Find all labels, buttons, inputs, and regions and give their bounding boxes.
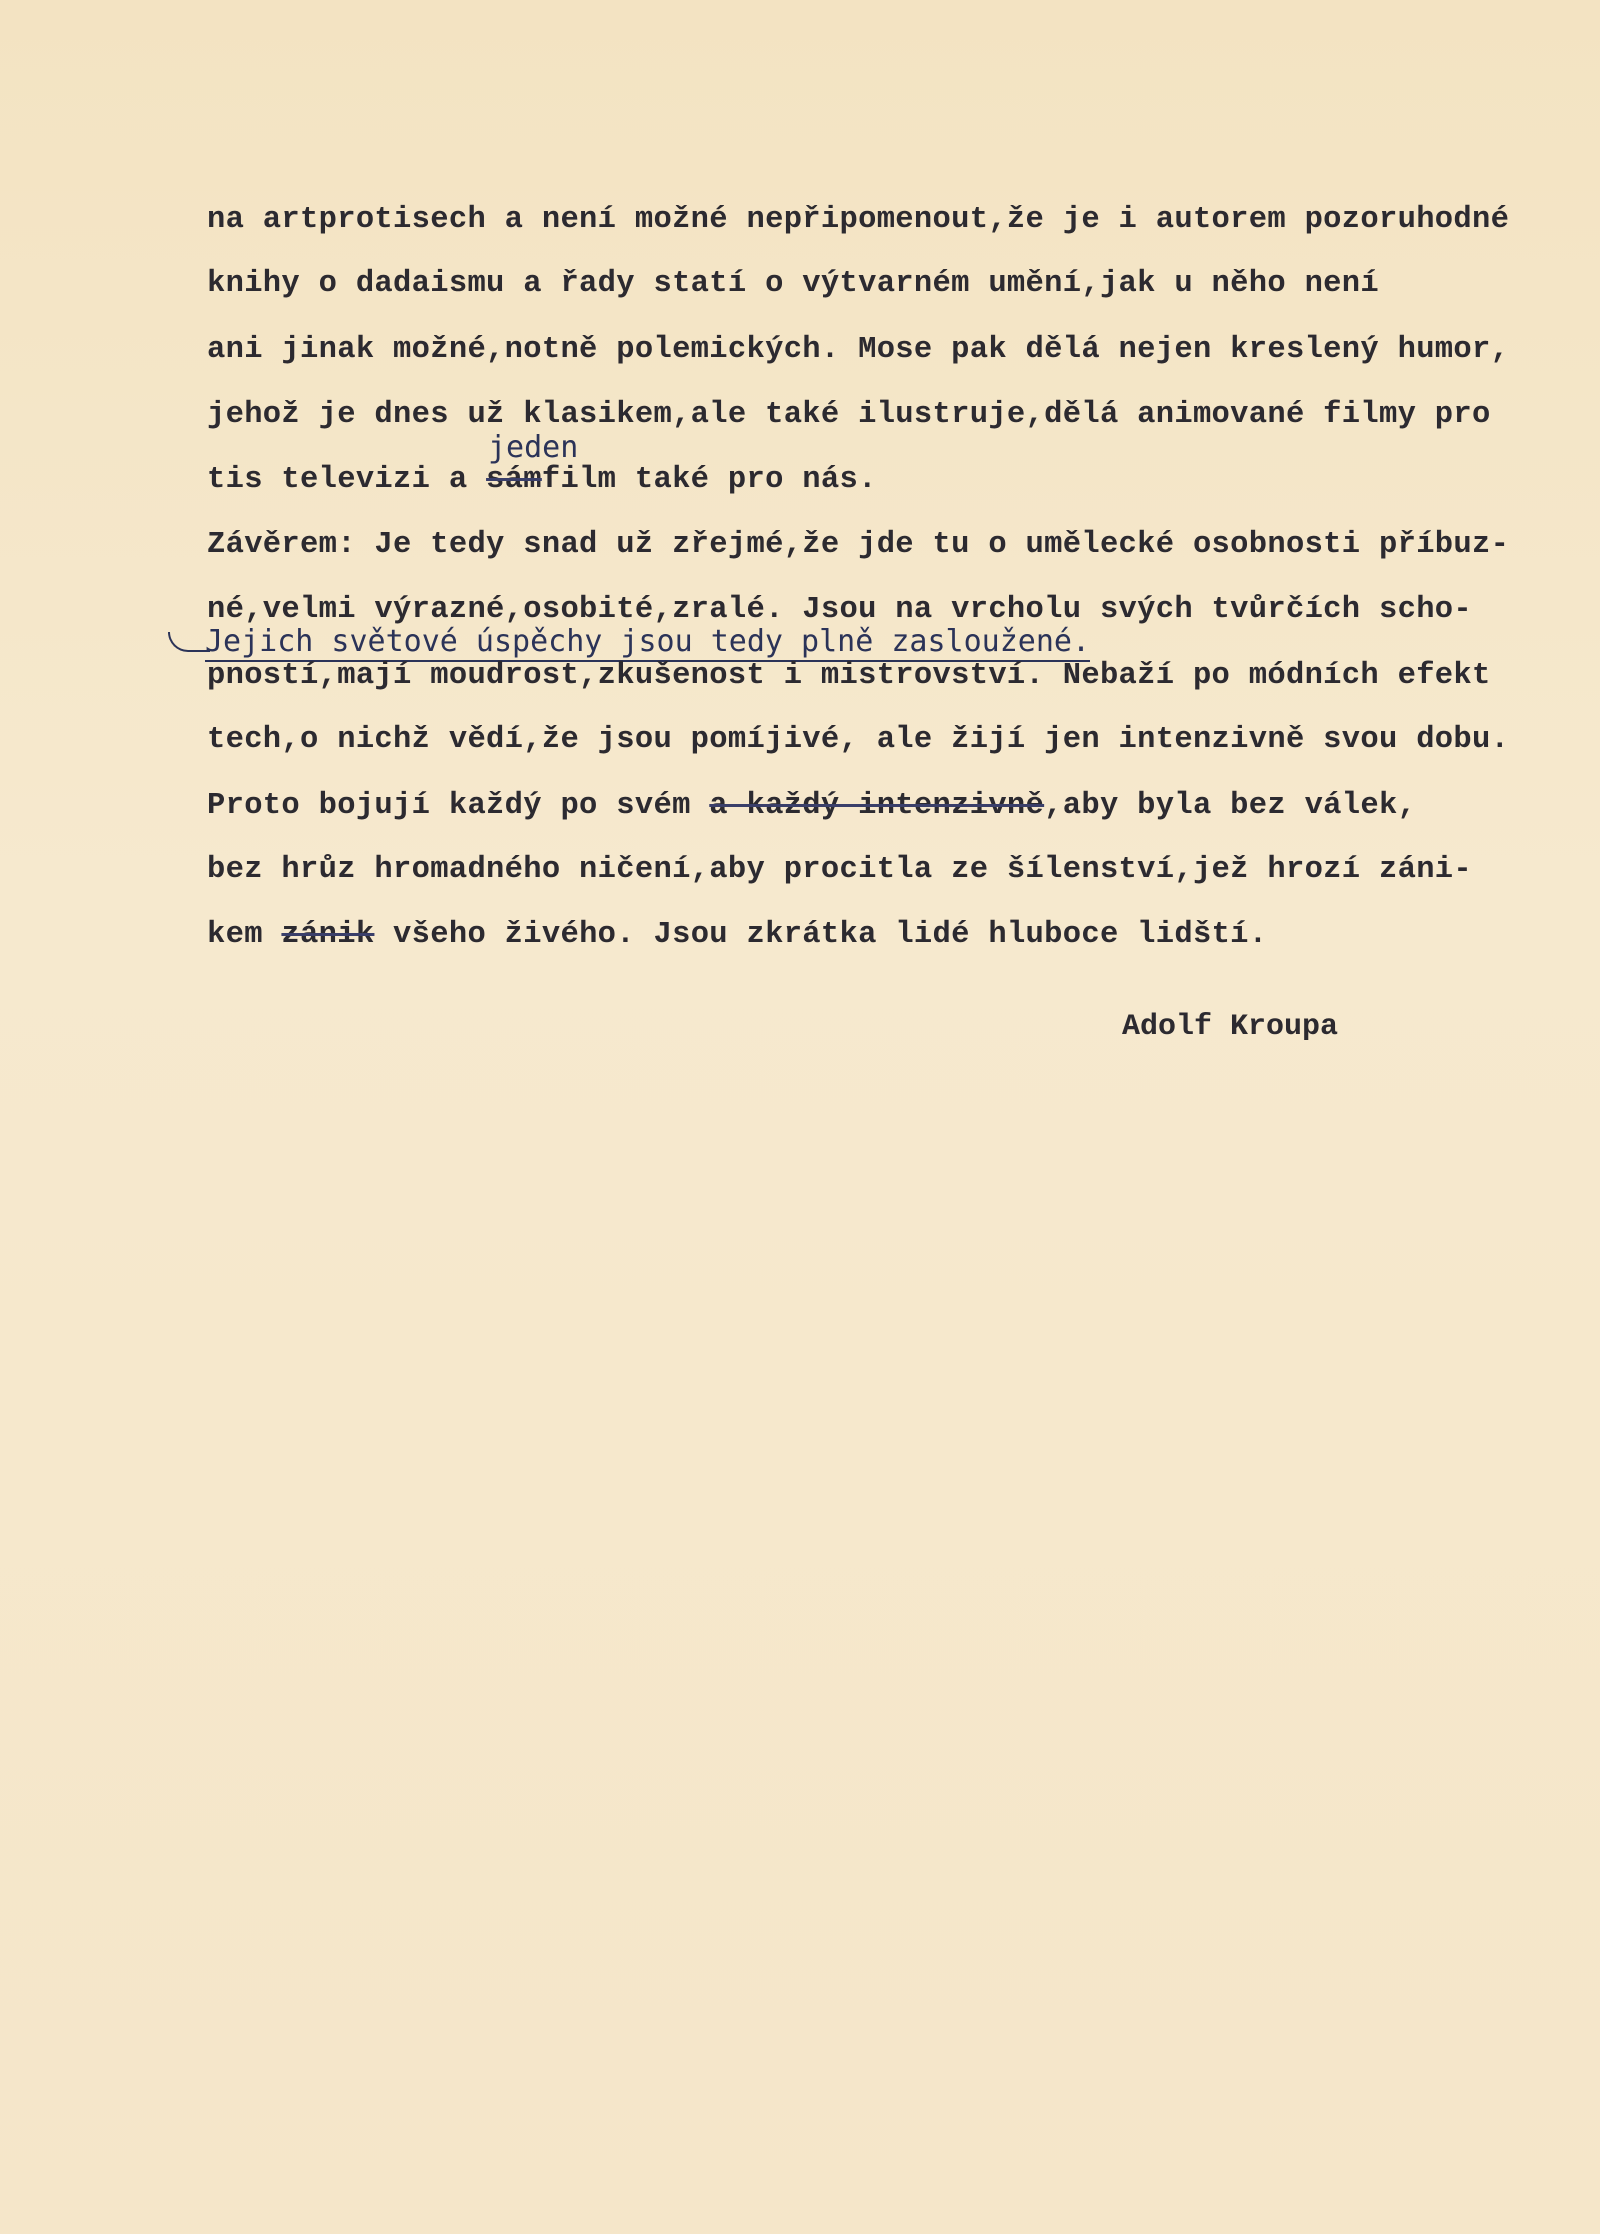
line12-suffix: všeho živého. Jsou zkrátka lidé hluboce lidští.	[374, 918, 1268, 952]
insert-mark	[168, 632, 210, 652]
signature: Adolf Kroupa	[1122, 1010, 1339, 1044]
line10-prefix: Proto bojují každý po svém	[207, 789, 710, 823]
text-line-4: jehož je dnes už klasikem,ale také ilustruje,dělá animované filmy pro	[207, 398, 1491, 432]
handwritten-line: Jejich světové úspěchy jsou tedy plně zasloužené.	[205, 624, 1090, 662]
line10-suffix: ,aby byla bez válek,	[1044, 789, 1417, 823]
line12-prefix: kem	[207, 918, 282, 952]
text-line-3: ani jinak možné,notně polemických. Mose pak dělá nejen kreslený humor,	[207, 333, 1510, 367]
text-line-9: tech,o nichž vědí,že jsou pomíjivé, ale žijí jen intenzivně svou dobu.	[207, 723, 1510, 757]
text-line-8: pností,mají moudrost,zkušenost i mistrovství. Nebaží po módních efekt	[207, 659, 1491, 693]
text-line-12	[207, 915, 1267, 955]
line5-struck-word: sám	[486, 463, 542, 497]
line5-prefix: tis televizi a	[207, 463, 487, 497]
line5-suffix: film také pro nás.	[541, 463, 877, 497]
text-line-7: né,velmi výrazné,osobité,zralé. Jsou na vrcholu svých tvůrčích scho-	[207, 593, 1473, 627]
line10-struck: a každý intenzivně	[709, 789, 1045, 823]
handwritten-insert: jeden	[488, 430, 579, 465]
line12-struck: zánik	[281, 918, 375, 952]
text-line-5	[207, 460, 877, 500]
text-line-11: bez hrůz hromadného ničení,aby procitla ze šílenství,jež hrozí záni-	[207, 853, 1473, 887]
text-line-1: na artprotisech a není možné nepřipomenout,že je i autorem pozoruhodné	[207, 203, 1510, 237]
text-line-2: knihy o dadaismu a řady statí o výtvarném umění,jak u něho není	[207, 267, 1379, 301]
text-line-6: Závěrem: Je tedy snad už zřejmé,že jde tu o umělecké osobnosti příbuz-	[207, 528, 1510, 562]
text-line-10	[207, 786, 1416, 826]
